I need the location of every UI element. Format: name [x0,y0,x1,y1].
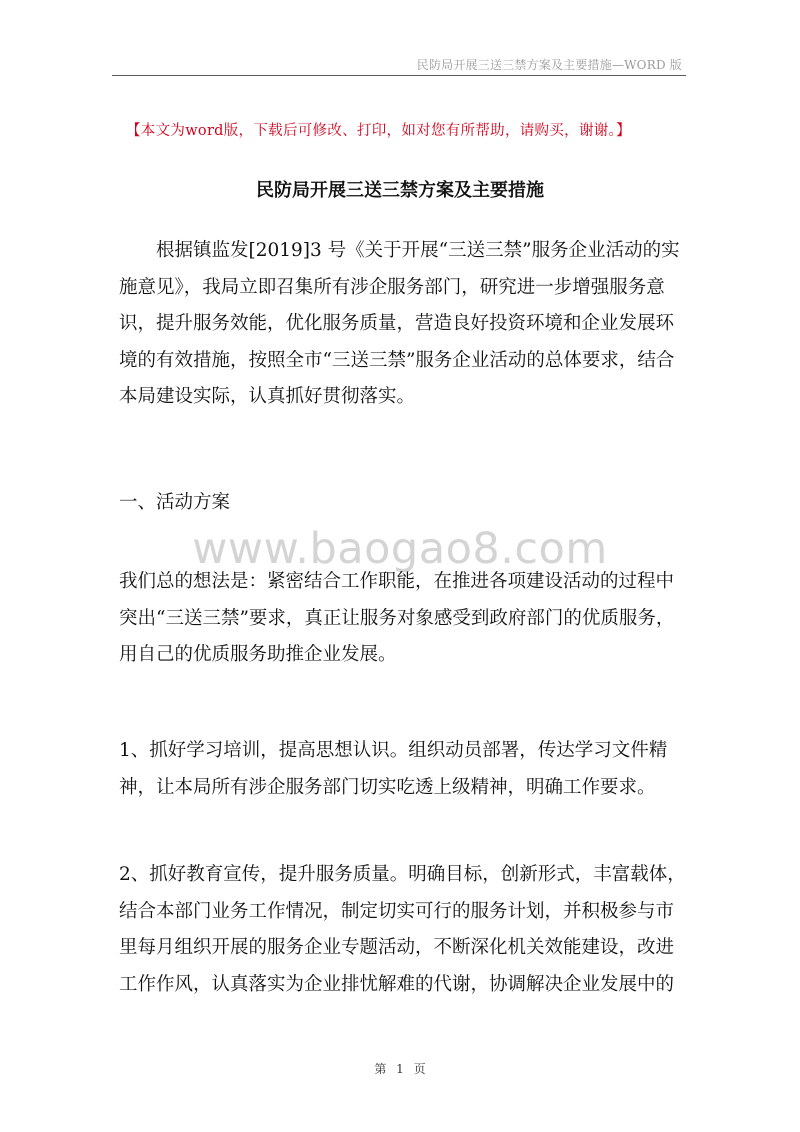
text-line: 境的有效措施，按照全市“三送三禁”服务企业活动的总体要求，结合 [119,349,675,371]
text-line: 1、抓好学习培训，提高思想认识。组织动员部署，传达学习文件精 [119,740,668,761]
item-2-paragraph [119,857,689,1003]
item-1-paragraph [119,733,689,806]
page-footer [0,1060,800,1077]
page-number: 1 [396,1062,404,1076]
text-line: 识，提升服务效能，优化服务质量，营造良好投资环境和企业发展环 [119,313,675,334]
page-prefix: 第 [374,1062,387,1076]
approach-paragraph [119,564,689,674]
text-line: 2、抓好教育宣传，提升服务质量。明确目标，创新形式，丰富载体， [119,864,686,885]
text-line: 结合本部门业务工作情况，制定切实可行的服务计划，并积极参与市 [119,900,675,922]
text-line: 用自己的优质服务助推企业发展。 [119,644,397,665]
document-title: 民防局开展三送三禁方案及主要措施 [256,180,544,201]
intro-paragraph [119,233,689,416]
text-line: 神，让本局所有涉企服务部门切实吃透上级精神，明确工作要求。 [119,776,656,798]
text-line: 工作作风，认真落实为企业排忧解难的代谢，协调解决企业发展中的 [119,973,675,995]
text-line: 施意见》，我局立即召集所有涉企服务部门，研究进一步增强服务意 [119,276,665,298]
purchase-notice: 【本文为word版，下载后可修改、打印，如对您有所帮助，请购买，谢谢。】 [126,123,631,139]
page-suffix: 页 [413,1062,426,1076]
text-line: 根据镇监发[2019]3 号《关于开展“三送三禁”服务企业活动的实 [119,240,680,261]
text-line: 突出“三送三禁”要求，真正让服务对象感受到政府部门的优质服务， [119,607,675,629]
section-heading [119,485,689,522]
watermark: www.baogao8.com [192,524,608,574]
text-line: 里每月组织开展的服务企业专题活动，不断深化机关效能建设，改进 [119,937,675,958]
header-divider [112,75,686,76]
text-line: 本局建设实际，认真抓好贯彻落实。 [119,386,416,407]
running-header: 民防局开展三送三禁方案及主要措施—WORD 版 [416,58,682,72]
text-line: 我们总的想法是：紧密结合工作职能，在推进各项建设活动的过程中 [119,571,675,592]
section-heading-text: 一、活动方案 [119,492,231,513]
